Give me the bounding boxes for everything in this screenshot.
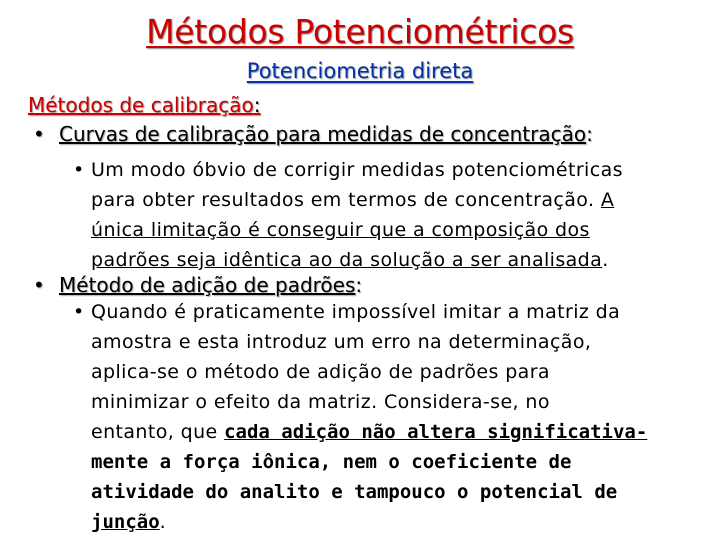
sub1-line2: para obter resultados em termos de concentração. (91, 189, 601, 211)
sub2-line8-bold: junção (91, 511, 160, 533)
section-heading (28, 93, 260, 117)
sub1-line1: Um modo óbvio de corrigir medidas potenciométricas (91, 159, 623, 181)
bullet-calibration-curves (33, 122, 593, 146)
sub2-line4: minimizar o efeito da matriz. Considera-se, no (91, 391, 550, 413)
sub1-end: . (602, 249, 609, 271)
sub2-line5-bold: cada adição não altera significativa- (224, 421, 648, 443)
page-subtitle: Potenciometria direta (246, 59, 474, 83)
page-title: Métodos Potenciométricos (146, 12, 574, 51)
bullet-colon: : (586, 122, 593, 146)
subbullet-marker: • (73, 159, 85, 181)
sub2-line2: amostra e esta introduz um erro na determinação, (91, 331, 592, 353)
subbullet-calibration-description (73, 155, 693, 275)
sub2-line7-bold: atividade do analito e tampouco o potencial de (91, 481, 618, 503)
bullet-marker: • (33, 122, 45, 146)
subbullet-marker: • (73, 301, 85, 323)
bullet-standard-addition-text: Método de adição de padrões (59, 273, 356, 297)
subbullet-standard-addition-description (73, 297, 693, 537)
bullet-standard-addition (33, 273, 362, 297)
bullet-colon: : (355, 273, 363, 297)
sub2-line5-plain: entanto, que (91, 421, 225, 443)
sub1-emph-line3: padrões seja idêntica ao da solução a ser analisada (91, 249, 603, 271)
sub2-line1: Quando é praticamente impossível imitar a matriz da (91, 301, 621, 323)
section-colon: : (253, 93, 261, 117)
sub2-line6-bold: mente a força iônica, nem o coeficiente de (91, 451, 572, 473)
sub1-emph-line2: única limitação é conseguir que a composição dos (91, 219, 590, 241)
sub1-emph-start: A (600, 189, 615, 211)
bullet-calibration-curves-text: Curvas de calibração para medidas de concentração (59, 122, 587, 146)
bullet-marker: • (33, 273, 45, 297)
sub2-line3: aplica-se o método de adição de padrões para (91, 361, 550, 383)
sub2-end: . (159, 511, 167, 533)
section-heading-text: Métodos de calibração (28, 93, 254, 117)
